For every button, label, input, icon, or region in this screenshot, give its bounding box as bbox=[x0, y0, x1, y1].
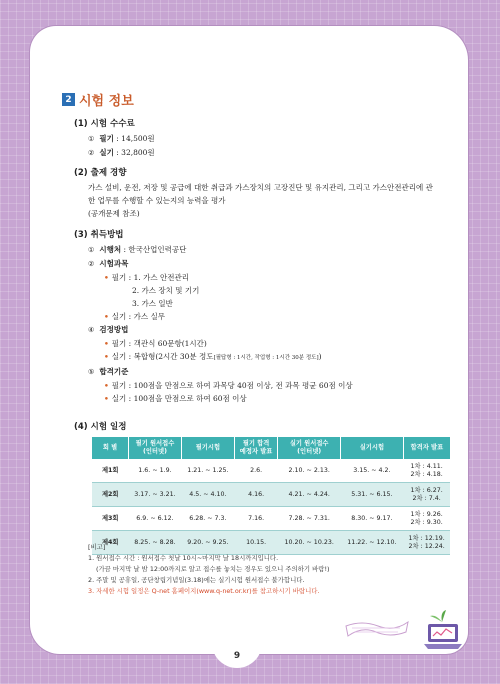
exam-practical: • 실기 : 복합형(2시간 30분 정도[필답형 : 1시간, 작업형 : 1시간 30분 정도]) bbox=[104, 352, 322, 361]
header-written-exam: 필기시험 bbox=[181, 437, 234, 459]
method-pass: ⑤ 합격기준 bbox=[88, 367, 129, 376]
trend-note: (공개문제 참조) bbox=[88, 209, 140, 218]
note-1-detail: (가끔 마지막 날 밤 12:00까지로 알고 접수를 놓치는 경우도 있으니 주의하기 바람!) bbox=[96, 565, 330, 573]
header-final: 합격자 발표 bbox=[403, 437, 450, 459]
section-number-badge: 2 bbox=[62, 93, 75, 106]
scroll-paper-decoration bbox=[342, 596, 412, 638]
header-practical-exam: 실기시험 bbox=[341, 437, 404, 459]
fee-practical: ② 실기 : 32,800원 bbox=[88, 148, 155, 157]
page-number: 9 bbox=[233, 651, 241, 661]
subject-written-1: • 필기 : 1. 가스 안전관리 bbox=[104, 273, 189, 282]
method-subjects: ② 시험과목 bbox=[88, 259, 129, 268]
subject-written-2: 2. 가스 장치 및 기기 bbox=[132, 286, 200, 295]
header-practical-apply: 실기 원서접수 (인터넷) bbox=[278, 437, 341, 459]
notes-block bbox=[88, 542, 330, 597]
table-row: 제4회 8.25. ~ 8.28. 9.20. ~ 9.25. 10.15. 10.20. ~ 10.23. 11.22. ~ 12.10. 1차 : 12.19. 2차 : 12.24. bbox=[92, 531, 450, 555]
pass-written: • 필기 : 100점을 만점으로 하여 과목당 40점 이상, 전 과목 평균 60점 이상 bbox=[104, 381, 353, 390]
method-block bbox=[74, 228, 353, 405]
section-title bbox=[62, 90, 134, 109]
fee-heading: (1) 시험 수수료 bbox=[74, 119, 135, 129]
note-3: 3. 자세한 시험 일정은 Q-net 홈페이지(www.q-net.or.kr)를 참고하시기 바랍니다. bbox=[88, 587, 320, 595]
header-written-announce: 필기 합격 예정자 발표 bbox=[234, 437, 277, 459]
notes-label: [비고] bbox=[88, 543, 106, 551]
note-2: 2. 주말 및 공휴일, 공단창립기념일(3.18)에는 실기시험 원서접수 불가합니다. bbox=[88, 576, 305, 584]
exam-written: • 필기 : 객관식 60문항(1시간) bbox=[104, 339, 207, 348]
fee-written: ① 필기 : 14,500원 bbox=[88, 134, 155, 143]
schedule-table bbox=[92, 437, 450, 555]
method-exam: ④ 검정방법 bbox=[88, 325, 129, 334]
trend-block bbox=[74, 166, 444, 220]
table-row: 제1회 1.6. ~ 1.9. 1.21. ~ 1.25. 2.6. 2.10. ~ 2.13. 3.15. ~ 4.2. 1차 : 4.11. 2차 : 4.18. bbox=[92, 459, 450, 483]
fee-block bbox=[74, 117, 155, 160]
schedule-header-row bbox=[92, 437, 450, 459]
note-1: 1. 원서접수 시간 : 원서접수 첫날 10시~마지막 날 18시까지입니다. bbox=[88, 554, 279, 562]
trend-heading: (2) 출제 경향 bbox=[74, 168, 127, 178]
header-round: 회 별 bbox=[92, 437, 129, 459]
subject-written-3: 3. 가스 일반 bbox=[132, 299, 173, 308]
method-org: ① 시행처 : 한국산업인력공단 bbox=[88, 245, 187, 254]
laptop-decoration bbox=[420, 608, 466, 652]
section-title-text: 시험 정보 bbox=[79, 94, 134, 109]
table-row: 제2회 3.17. ~ 3.21. 4.5. ~ 4.10. 4.16. 4.21. ~ 4.24. 5.31. ~ 6.15. 1차 : 6.27. 2차 : 7.4. bbox=[92, 483, 450, 507]
page-number-tab bbox=[212, 642, 262, 668]
subject-practical: • 실기 : 가스 실무 bbox=[104, 312, 165, 321]
pass-practical: • 실기 : 100점을 만점으로 하여 60점 이상 bbox=[104, 394, 247, 403]
method-heading: (3) 취득방법 bbox=[74, 230, 124, 240]
table-row: 제3회 6.9. ~ 6.12. 6.28. ~ 7.3. 7.16. 7.28. ~ 7.31. 8.30. ~ 9.17. 1차 : 9.26. 2차 : 9.30. bbox=[92, 507, 450, 531]
header-written-apply: 필기 원서접수 (인터넷) bbox=[129, 437, 182, 459]
schedule-heading: (4) 시험 일정 bbox=[74, 422, 127, 432]
trend-text: 가스 설비, 운전, 저장 및 공급에 대한 취급과 가스장치의 고장진단 및 유지관리, 그리고 가스안전관리에 관한 업무를 수행할 수 있는지의 능력을 평가 bbox=[88, 183, 433, 205]
